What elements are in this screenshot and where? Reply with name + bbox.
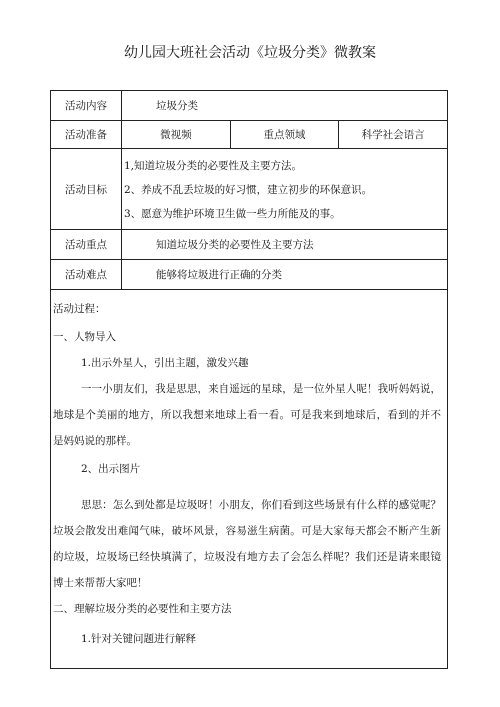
process-cell: [51, 290, 448, 669]
focus-area-label: 重点领域: [230, 121, 339, 149]
key-point-label: 活动重点: [51, 230, 122, 260]
goals-label: 活动目标: [51, 149, 122, 230]
goal-item-3: 3、愿意为维护环境卫生做一些力所能及的事。: [124, 207, 341, 220]
goal-item-1: 1,知道垃圾分类的必要性及主要方法。: [124, 159, 303, 172]
step-1-1: 1.出示外星人，引出主题，激发兴趣: [81, 357, 249, 369]
row-goals: [51, 149, 448, 230]
paragraph-2: 思思：怎么到处都是垃圾呀！小朋友，你们看到这些场景有什么样的感觉呢？垃圾会散发出难闻气味，破坏风景，容易滋生病菌。可是大家每天都会不断产生新的垃圾，垃圾场已经快填满了，垃圾没有地方去了会怎么样呢？我们还是请来眼镜博士来帮帮大家吧！: [53, 499, 441, 589]
process-heading: 活动过程：: [53, 303, 106, 315]
key-point-value: 知道垃圾分类的必要性及主要方法: [122, 230, 448, 260]
row-prep: [51, 121, 448, 149]
difficulty-label: 活动难点: [51, 260, 122, 290]
section-1-heading: 一、人物导入: [53, 331, 116, 343]
goal-item-2: 2、养成不乱丢垃圾的好习惯，建立初步的环保意识。: [124, 183, 373, 196]
goals-list: [122, 149, 448, 230]
prep-value: 微视频: [122, 121, 231, 149]
row-key-point: [51, 230, 448, 260]
step-2-1: 1.针对关键问题进行解释: [81, 633, 197, 645]
content-label: 活动内容: [51, 91, 122, 121]
row-difficulty: [51, 260, 448, 290]
lesson-plan-table: [50, 90, 448, 669]
focus-area-value: 科学社会语言: [339, 121, 448, 149]
row-content: [51, 91, 448, 121]
content-value: 垃圾分类: [122, 91, 448, 121]
row-process: [51, 290, 448, 669]
prep-label: 活动准备: [51, 121, 122, 149]
step-1-2: 2、出示图片: [81, 463, 141, 475]
document-title: 幼儿园大班社会活动《垃圾分类》微教案: [124, 45, 376, 61]
paragraph-1: 一一小朋友们，我是思思，来自遥远的星球，是一位外星人呢！我听妈妈说，地球是个美丽的地方，所以我想来地球上看一看。可是我来到地球后，看到的并不是妈妈说的那样。: [53, 383, 441, 447]
section-2-heading: 二、理解垃圾分类的必要性和主要方法: [53, 603, 232, 615]
difficulty-value: 能够将垃圾进行正确的分类: [122, 260, 448, 290]
